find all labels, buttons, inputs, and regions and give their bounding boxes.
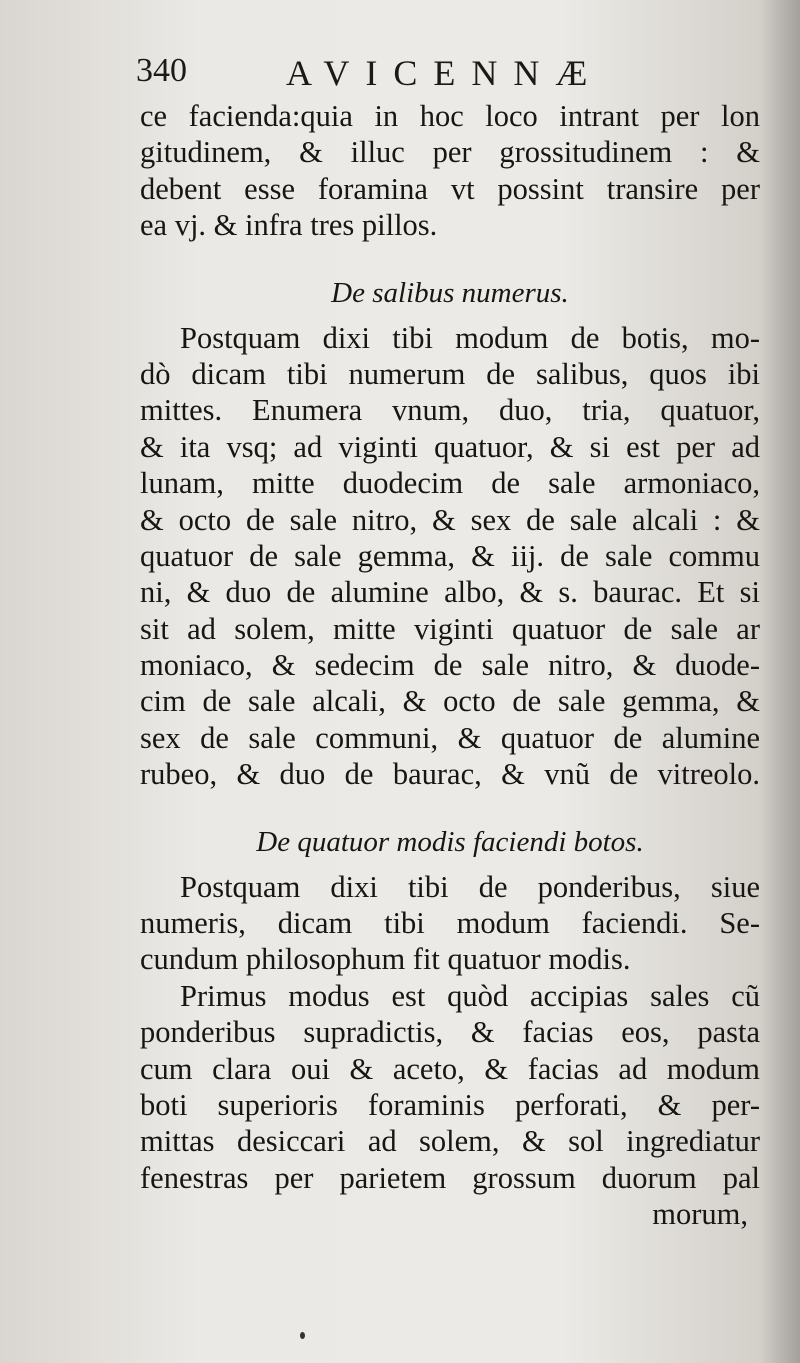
page-number: 340 [136,52,187,89]
text-line: dò dicam tibi numerum de salibus, quos ibi [140,356,760,391]
paragraph-2 [140,320,760,793]
text-line: lunam, mitte duodecim de sale armoniaco, [140,466,760,501]
text-line: ni, & duo de alumine albo, & s. baurac. Et si [140,575,760,610]
text-line: ce facienda:quia in hoc loco intrant per lon [140,99,760,133]
spacer [140,244,760,262]
page-header [136,52,756,96]
text-line: ea vj. & infra tres pillos. [140,208,438,243]
text-line: numeris, dicam tibi modum faciendi. Se- [140,906,760,941]
text-line: boti superioris foraminis perforati, & per- [140,1087,760,1122]
catchword: morum, [652,1197,748,1232]
text-line: Postquam dixi tibi de ponderibus, siue [180,869,760,904]
text-line: & octo de sale nitro, & sex de sale alcali : & [140,502,760,537]
text-line: debent esse foramina vt possint transire per [140,171,760,206]
gutter-shadow [760,0,800,1363]
text-line: Primus modus est quòd accipias sales cũ [180,978,760,1013]
text-line: ponderibus supradictis, & facias eos, pasta [140,1015,760,1050]
paragraph-4 [140,978,760,1196]
text-line: fenestras per parietem grossum duorum pal [140,1160,760,1195]
text-line: & ita vsq; ad viginti quatuor, & si est per ad [140,429,760,464]
text-line: cim de sale alcali, & octo de sale gemma, & [140,684,760,719]
text-line: Postquam dixi tibi modum de botis, mo- [180,320,760,355]
text-line: quatuor de sale gemma, & iij. de sale commu [140,538,760,573]
paragraph-3 [140,869,760,978]
paragraph-1 [140,98,760,244]
running-head: AVICENNÆ [286,53,604,93]
text-line: moniaco, & sedecim de sale nitro, & duode- [140,648,760,683]
text-line: rubeo, & duo de baurac, & vnũ de vitreolo. [140,757,760,792]
text-line: mittas desiccari ad solem, & sol ingrediatur [140,1124,760,1159]
text-line: sit ad solem, mitte viginti quatuor de sale ar [140,611,760,646]
section-heading: De salibus numerus. [331,276,569,309]
text-line: cundum philosophum fit quatuor modis. [140,942,631,977]
ink-speck [300,1332,305,1339]
section-heading: De quatuor modis faciendi botos. [256,825,644,858]
text-block [140,98,760,1233]
spacer [140,793,760,811]
text-line: mittes. Enumera vnum, duo, tria, quatuor, [140,393,760,428]
text-line: cum clara oui & aceto, & facias ad modum [140,1051,760,1086]
text-line: sex de sale communi, & quatuor de alumine [140,720,760,755]
text-line: gitudinem, & illuc per grossitudinem : & [140,135,760,170]
